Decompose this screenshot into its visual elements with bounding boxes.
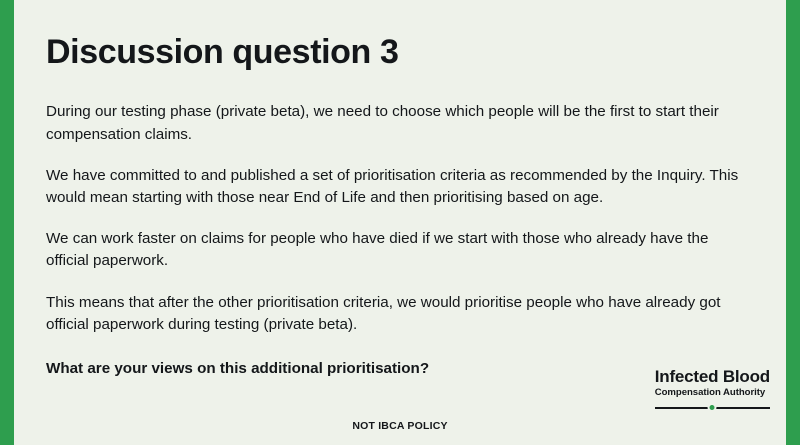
footer-disclaimer: NOT IBCA POLICY xyxy=(352,420,448,432)
logo-name-secondary: Compensation Authority xyxy=(654,386,766,398)
right-accent-bar xyxy=(786,0,800,445)
body-paragraph-3: We can work faster on claims for people who have died if we start with those who already have the official paperwork. xyxy=(46,230,709,270)
body-paragraph-2: We have committed to and published a set of prioritisation criteria as recommended by the Inquiry. This would mean starting with those near End of Life and then prioritising based on age. xyxy=(46,166,739,206)
logo-name-primary: Infected Blood xyxy=(654,367,770,387)
logo-mark xyxy=(655,403,770,413)
body-paragraph-1: During our testing phase (private beta), we need to choose which people will be the first to start their compensation claims. xyxy=(46,103,719,143)
slide-content xyxy=(46,34,756,380)
logo-dot-icon xyxy=(708,403,717,412)
body-paragraph-4: This means that after the other prioritisation criteria, we would prioritise people who have already got official paperwork during testing (private beta). xyxy=(46,293,721,333)
discussion-question-prompt: What are your views on this additional prioritisation? xyxy=(46,359,430,377)
organisation-logo xyxy=(655,368,770,413)
left-accent-bar xyxy=(0,0,14,445)
page-title: Discussion question 3 xyxy=(46,33,399,71)
